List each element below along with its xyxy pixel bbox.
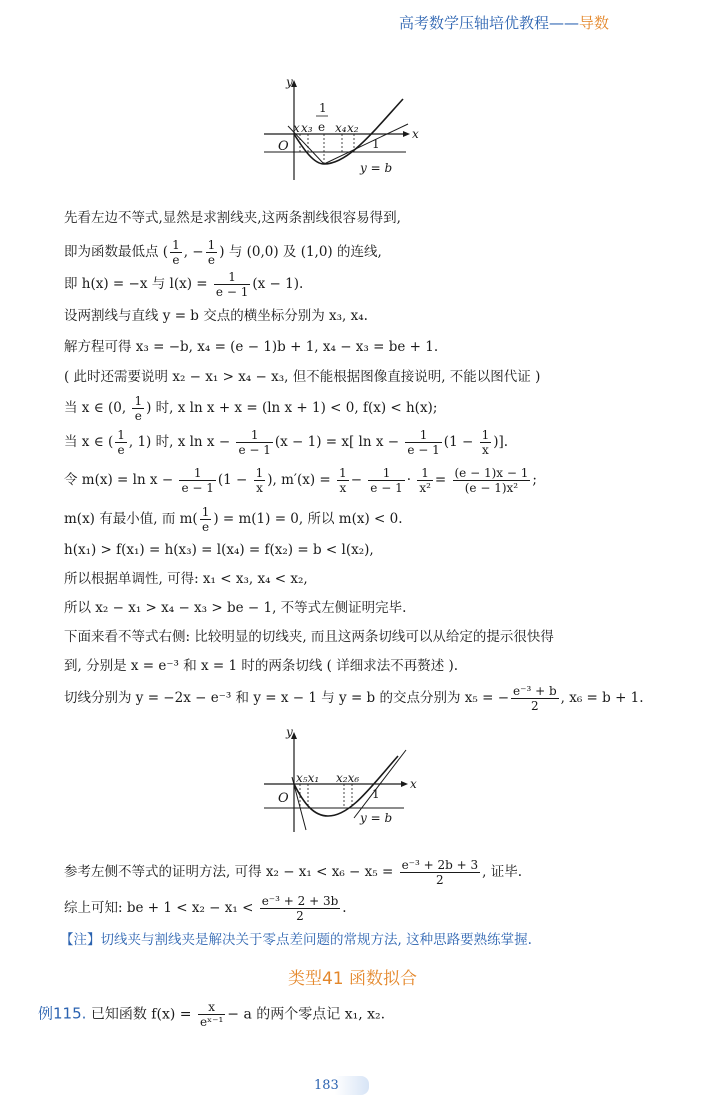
text-span: − a 的两个零点记 x₁, x₂. bbox=[227, 1006, 386, 1023]
frac-num: 1 bbox=[339, 466, 347, 480]
frac-num: e⁻³ + 2b + 3 bbox=[401, 858, 479, 872]
note-tag: 【注】 bbox=[60, 932, 101, 948]
frac-num: 1 bbox=[201, 505, 210, 519]
figure-secant-lines bbox=[258, 72, 428, 182]
frac-num: (e − 1)x − 1 bbox=[454, 466, 529, 480]
label-y-b: y = b bbox=[360, 161, 393, 175]
frac-num: e⁻³ + b bbox=[513, 684, 557, 698]
text-line-16 bbox=[64, 684, 644, 713]
text-span: , 证毕. bbox=[482, 864, 523, 880]
text-span: 令 m(x) = ln x − bbox=[64, 472, 174, 488]
frac-num: e⁻³ + 2 + 3b bbox=[261, 894, 339, 908]
header-highlight: 导数 bbox=[578, 14, 609, 32]
frac-den: x bbox=[481, 443, 489, 457]
text-span: ) = m(1) = 0, 所以 m(x) < 0. bbox=[213, 511, 403, 527]
label-x4: x₄ bbox=[335, 121, 347, 135]
label-origin: O bbox=[278, 791, 289, 806]
label-x2: x₂ bbox=[347, 121, 359, 135]
text-line-5: 解方程可得 x₃ = −b, x₄ = (e − 1)b + 1, x₄ − x₃ = be + 1. bbox=[64, 339, 439, 355]
text-span: 当 x ∈ (0, bbox=[64, 400, 127, 416]
label-x1: x bbox=[293, 121, 300, 135]
figure-tangent-lines bbox=[258, 722, 428, 834]
text-line-6: ( 此时还需要说明 x₂ − x₁ > x₄ − x₃, 但不能根据图像直接说明, 不能以图代证 ) bbox=[64, 369, 541, 385]
frac-num: 1 bbox=[417, 466, 433, 481]
frac-den: x² bbox=[419, 481, 431, 495]
label-x: x bbox=[412, 127, 419, 141]
text-span: , x₆ = b + 1. bbox=[560, 690, 644, 706]
frac-den: e − 1 bbox=[238, 443, 271, 457]
example-label: 例115. bbox=[38, 1004, 87, 1023]
note-text: 切线夹与割线夹是解决关于零点差问题的常规方法, 这种思路要熟练掌握. bbox=[100, 932, 532, 948]
text-span: (1 − bbox=[443, 434, 474, 450]
text-span: (x − 1) = x[ ln x − bbox=[274, 434, 400, 450]
running-header bbox=[399, 12, 609, 33]
text-span: 已知函数 f(x) = bbox=[90, 1006, 192, 1023]
function-curve bbox=[294, 756, 398, 816]
x-axis-arrow-icon bbox=[403, 131, 410, 137]
label-x2x6: x₂x₆ bbox=[336, 771, 360, 785]
label-x: x bbox=[410, 777, 417, 791]
text-line-1: 先看左边不等式,显然是求割线夹,这两条割线很容易得到, bbox=[64, 210, 401, 226]
frac-num: 1 bbox=[117, 428, 125, 442]
frac-den: 2 bbox=[531, 699, 539, 713]
frac-den: e bbox=[172, 253, 180, 267]
text-line-17 bbox=[64, 858, 522, 887]
label-one: 1 bbox=[372, 787, 380, 801]
text-span: ) 时, x ln x + x = (ln x + 1) < 0, f(x) < h(x); bbox=[146, 400, 438, 416]
frac-num: 1 bbox=[214, 270, 250, 285]
section-title: 类型41 函数拟合 bbox=[287, 969, 418, 989]
frac-num: 1 bbox=[172, 238, 180, 252]
example-line bbox=[38, 1000, 385, 1029]
frac-den: e bbox=[201, 520, 210, 534]
text-span: 即 h(x) = −x 与 l(x) = bbox=[64, 276, 208, 292]
text-span: ; bbox=[532, 472, 537, 488]
text-span: m(x) 有最小值, 而 m( bbox=[64, 511, 198, 527]
label-x5x1: x₅x₁ bbox=[296, 771, 320, 785]
frac-num: 1 bbox=[179, 466, 215, 481]
frac-num: x bbox=[198, 1000, 225, 1015]
text-span: 与 (0,0) 及 (1,0) 的连线, bbox=[228, 244, 382, 260]
text-line-15: 到, 分别是 x = e⁻³ 和 x = 1 时的两条切线 ( 详细求法不再赘述 ). bbox=[64, 658, 459, 674]
note-line bbox=[60, 930, 532, 950]
frac-den: e bbox=[117, 443, 125, 457]
text-line-3 bbox=[64, 270, 303, 299]
text-line-12: 所以根据单调性, 可得: x₁ < x₃, x₄ < x₂, bbox=[64, 571, 308, 587]
text-span: · bbox=[406, 472, 412, 488]
text-line-8 bbox=[64, 428, 508, 457]
x-axis-arrow-icon bbox=[401, 781, 408, 787]
label-origin: O bbox=[278, 139, 289, 154]
frac-num: 1 bbox=[236, 428, 272, 443]
text-line-18 bbox=[64, 894, 347, 923]
text-span: 综上可知: be + 1 < x₂ − x₁ < bbox=[64, 900, 254, 916]
frac-num: 1 bbox=[255, 466, 264, 480]
header-title: 高考数学压轴培优教程—— bbox=[398, 14, 579, 32]
frac-den: e bbox=[207, 253, 215, 267]
frac-den: e − 1 bbox=[370, 481, 403, 495]
text-line-2: 即为函数最低点 ( $\frac{1}{e}$ , − $\frac{1}{e}$ ) 与 (0,0) 及 (1,0) 的连线, bbox=[64, 238, 382, 267]
frac-den: x bbox=[256, 481, 263, 495]
frac-num: 1 bbox=[405, 428, 441, 443]
frac-den: 2 bbox=[296, 909, 304, 923]
frac-den: (e − 1)x² bbox=[464, 481, 519, 495]
text-span: − bbox=[350, 472, 362, 488]
text-span: = bbox=[434, 472, 447, 488]
label-frac-den: e bbox=[318, 120, 326, 134]
text-span: (x − 1). bbox=[252, 276, 304, 292]
text-span: , 1) 时, x ln x − bbox=[128, 434, 231, 450]
frac-num: 1 bbox=[481, 428, 490, 442]
frac-den: e bbox=[134, 409, 142, 423]
text-line-9 bbox=[64, 466, 537, 495]
page-number: 183 bbox=[312, 1076, 369, 1095]
text-line-10 bbox=[64, 505, 403, 534]
label-y: y bbox=[286, 725, 293, 739]
text-span: 当 x ∈ ( bbox=[64, 434, 114, 450]
frac-num: 1 bbox=[134, 394, 143, 408]
text-line-7 bbox=[64, 394, 437, 423]
text-span: (1 − bbox=[217, 472, 248, 488]
frac-den: 2 bbox=[436, 873, 444, 887]
text-span: )]. bbox=[493, 434, 509, 450]
frac-den: eˣ⁻¹ bbox=[199, 1015, 224, 1029]
text-line-13: 所以 x₂ − x₁ > x₄ − x₃ > be − 1, 不等式左侧证明完毕. bbox=[64, 600, 407, 616]
label-y-b: y = b bbox=[360, 811, 393, 825]
text-line-4: 设两割线与直线 y = b 交点的横坐标分别为 x₃, x₄. bbox=[64, 308, 368, 324]
text-span: 切线分别为 y = −2x − e⁻³ 和 y = x − 1 与 y = b 的交点分别为 x₅ = − bbox=[64, 690, 510, 706]
frac-den: e − 1 bbox=[215, 285, 249, 299]
label-x3: x₃ bbox=[301, 121, 313, 135]
text-span: 即为函数最低点 bbox=[64, 244, 159, 260]
frac-den: e − 1 bbox=[181, 481, 214, 495]
text-line-11: h(x₁) > f(x₁) = h(x₃) = l(x₄) = f(x₂) = b < l(x₂), bbox=[64, 542, 374, 558]
text-span: . bbox=[342, 900, 347, 916]
label-frac-num: 1 bbox=[319, 101, 327, 115]
label-y: y bbox=[286, 75, 293, 89]
text-span: ), m′(x) = bbox=[267, 472, 331, 488]
text-span: 参考左侧不等式的证明方法, 可得 x₂ − x₁ < x₆ − x₅ = bbox=[64, 864, 394, 880]
label-one: 1 bbox=[372, 137, 380, 151]
frac-den: e − 1 bbox=[407, 443, 440, 457]
frac-num: 1 bbox=[207, 238, 216, 252]
frac-num: 1 bbox=[368, 466, 404, 481]
text-line-14: 下面来看不等式右侧: 比较明显的切线夹, 而且这两条切线可以从给定的提示很快得 bbox=[64, 629, 554, 645]
frac-den: x bbox=[339, 481, 347, 495]
